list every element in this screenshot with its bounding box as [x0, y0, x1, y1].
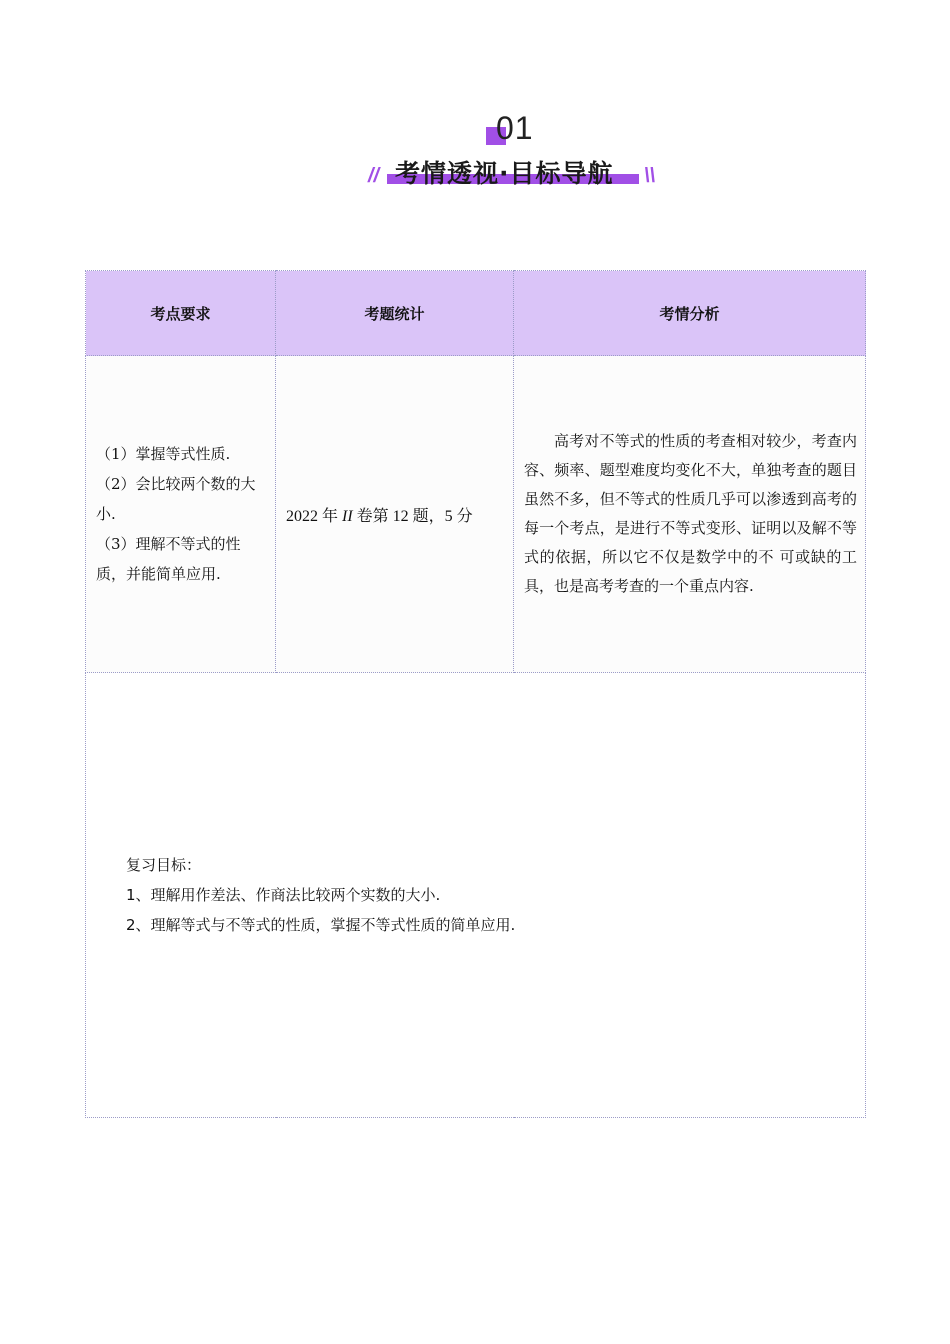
- requirement-item: （3）理解不等式的性质，并能简单应用.: [96, 535, 241, 583]
- statistics-cell: [276, 356, 514, 673]
- requirement-item: （1）掌握等式性质.: [96, 445, 231, 463]
- right-slash-decoration: \\: [644, 165, 656, 187]
- section-title: 考情透视·目标导航: [395, 159, 614, 188]
- table-header-row: [86, 271, 866, 356]
- header-requirements: 考点要求: [86, 271, 276, 356]
- goal-item: 2、理解等式与不等式的性质，掌握不等式性质的简单应用.: [126, 916, 516, 934]
- exam-analysis-table: [85, 270, 866, 1118]
- section-header: [0, 110, 950, 200]
- requirement-item: （2）会比较两个数的大小.: [96, 475, 256, 523]
- table-row: [86, 356, 866, 673]
- stats-detail: 卷第 12 题，5 分: [352, 507, 473, 525]
- left-slash-decoration: //: [368, 165, 380, 187]
- requirements-cell: [86, 356, 276, 673]
- section-number: 01: [496, 110, 534, 146]
- analysis-cell: [514, 356, 866, 673]
- stats-paper: II: [342, 507, 353, 525]
- goals-row: [86, 673, 866, 1118]
- header-statistics: 考题统计: [276, 271, 514, 356]
- goals-title: 复习目标：: [126, 856, 202, 874]
- stats-year: 2022 年: [286, 507, 339, 525]
- header-analysis: 考情分析: [514, 271, 866, 356]
- goal-item: 1、理解用作差法、作商法比较两个实数的大小.: [126, 886, 441, 904]
- review-goals-cell: [86, 673, 866, 1118]
- analysis-text: 高考对不等式的性质的考查相对较少，考查内容、频率、题型难度均变化不大，单独考查的题目虽然不多，但不等式的性质几乎可以渗透到高考的每一个考点，是进行不等式变形、证明以及解不等式的依据，所以它不仅是数学中的不 可或缺的工具，也是高考考查的一个重点内容.: [524, 432, 857, 595]
